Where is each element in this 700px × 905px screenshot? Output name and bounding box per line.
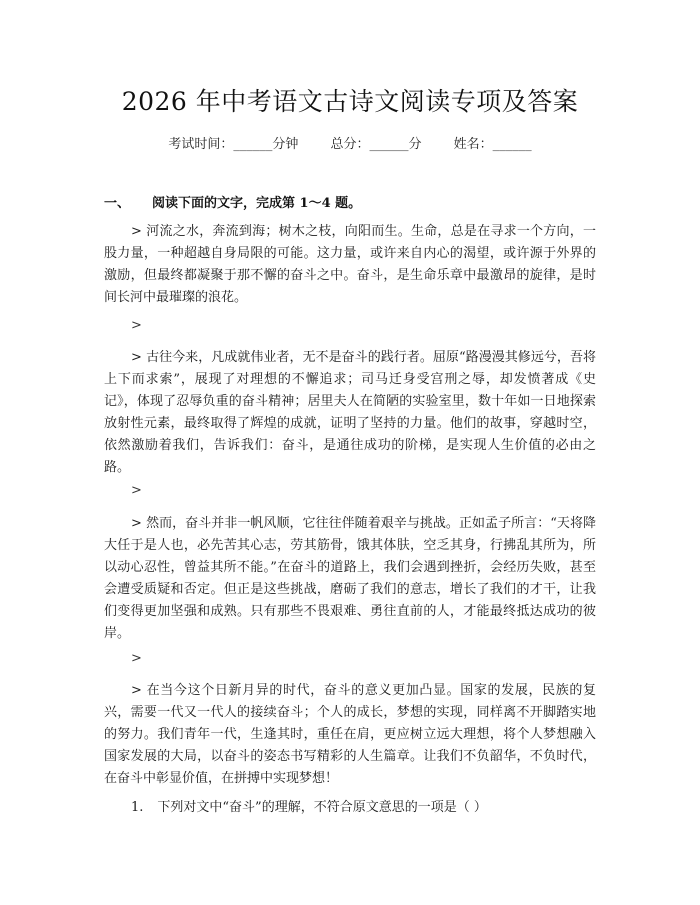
passage-separator: >: [131, 483, 142, 498]
question-text: 下列对文中“奋斗”的理解，不符合原文意思的一项是（ ）: [157, 800, 487, 815]
passage-paragraph-2: > 古往今来，凡成就伟业者，无不是奋斗的践行者。屈原“路漫漫其修远兮，吾将上下而求索”，展现了对理想的不懈追求；司马迁身受宫刑之辱，却发愤著成《史记》，体现了忍辱负重的奋斗精神；居里夫人在简陋的实验室里，数十年如一日地探索放射性元素，最终取得了辉煌的成就，证明了坚持的力量。他们的故事，穿越时空，依然激励着我们，告诉我们：奋斗，是通往成功的阶梯，是实现人生价值的必由之路。: [104, 350, 596, 475]
exam-meta: [0, 133, 700, 152]
passage-paragraph-4: > 在当今这个日新月异的时代，奋斗的意义更加凸显。国家的发展，民族的复兴，需要一代又一代人的接续奋斗；个人的成长，梦想的实现，同样离不开脚踏实地的努力。我们青年一代，生逢其时，重任在肩，更应树立远大理想，将个人梦想融入国家发展的大局，以奋斗的姿态书写精彩的人生篇章。让我们不负韶华，不负时代，在奋斗中彰显价值，在拼搏中实现梦想！: [104, 683, 596, 786]
passage-separator: >: [131, 318, 142, 333]
passage-paragraph-3: > 然而，奋斗并非一帆风顺，它往往伴随着艰辛与挑战。正如孟子所言：“天将降大任于是人也，必先苦其心志，劳其筋骨，饿其体肤，空乏其身，行拂乱其所为，所以动心忍性，曾益其所不能。”在奋斗的道路上，我们会遇到挫折，会经历失败，甚至会遭受质疑和否定。但正是这些挑战，磨砺了我们的意志，增长了我们的才干，让我们变得更加坚强和成熟。只有那些不畏艰难、勇往直前的人，才能最终抵达成功的彼岸。: [104, 516, 596, 641]
passage-separator: >: [131, 651, 142, 666]
section-number: 一、: [104, 196, 131, 211]
question-number: 1.: [131, 800, 144, 815]
page-title: 2026 年中考语文古诗文阅读专项及答案: [121, 87, 579, 116]
passage-paragraph-1: > 河流之水，奔流到海；树木之枝，向阳而生。生命，总是在寻求一个方向，一股力量，一种超越自身局限的可能。这力量，或许来自内心的渴望，或许源于外界的激励，但最终都凝聚于那不懈的奋斗之中。奋斗，是生命乐章中最激昂的旋律，是时间长河中最璀璨的浪花。: [104, 224, 596, 305]
question-1: [131, 796, 487, 815]
exam-name: 姓名：______: [453, 137, 532, 152]
section-heading-text: 阅读下面的文字，完成第 1～4 题。: [152, 196, 362, 211]
exam-score: 总分：______分: [330, 137, 422, 152]
section-heading: [104, 192, 361, 211]
exam-time: 考试时间：______分钟: [168, 137, 299, 152]
